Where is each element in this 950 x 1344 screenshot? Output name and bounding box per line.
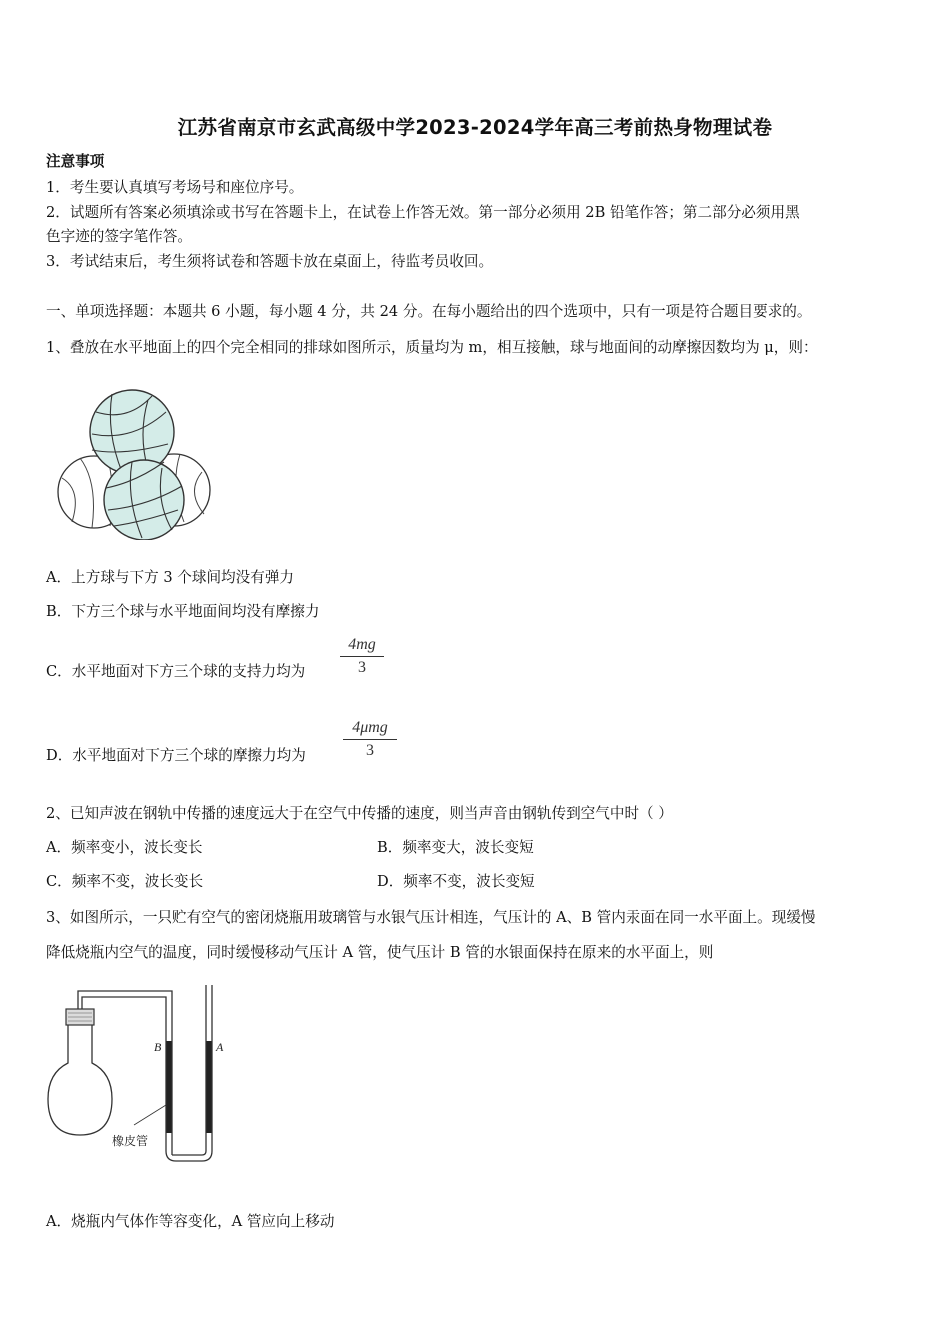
q2-option-c: C．频率不变，波长变长	[46, 873, 204, 890]
label-rubber-tube: 橡皮管	[112, 1134, 149, 1148]
q1-option-c: C．水平地面对下方三个球的支持力均为	[46, 663, 306, 680]
notice-item-2: 2．试题所有答案必须填涂或书写在答题卡上，在试卷上作答无效。第一部分必须用 2B 铅笔作答；第二部分必须用黑	[46, 204, 800, 221]
q1-stem: 1、叠放在水平地面上的四个完全相同的排球如图所示，质量均为 m，相互接触，球与地面间的动摩擦因数均为 μ，则：	[46, 339, 818, 356]
q2-option-b: B．频率变大，波长变短	[377, 839, 534, 856]
label-tube-b: B	[154, 1040, 162, 1054]
q2-stem: 2、已知声波在钢轨中传播的速度远大于在空气中传播的速度，则当声音由钢轨传到空气中时（ ）	[46, 805, 673, 822]
section-heading: 一、单项选择题：本题共 6 小题，每小题 4 分，共 24 分。在每小题给出的四个选项中，只有一项是符合题目要求的。	[46, 303, 812, 320]
q1-option-c-denominator: 3	[358, 659, 366, 676]
q1-option-d-denominator: 3	[366, 742, 374, 759]
q1-option-c-fraction	[340, 636, 384, 677]
q1-option-d: D．水平地面对下方三个球的摩擦力均为	[46, 747, 306, 764]
q1-option-c-numerator: 4mg	[348, 636, 376, 653]
page-title: 江苏省南京市玄武高级中学2023-2024学年高三考前热身物理试卷	[177, 116, 773, 139]
q3-stem-cont: 降低烧瓶内空气的温度，同时缓慢移动气压计 A 管，使气压计 B 管的水银面保持在原来的水平面上，则	[46, 944, 714, 961]
q2-option-d: D．频率不变，波长变短	[377, 873, 535, 890]
notice-heading: 注意事项	[46, 153, 105, 170]
q3-stem: 3、如图所示，一只贮有空气的密闭烧瓶用玻璃管与水银气压计相连，气压计的 A、B 管内汞面在同一水平面上。现缓慢	[46, 909, 816, 926]
mercury-a	[207, 1041, 212, 1133]
notice-item-2-cont: 色字迹的签字笔作答。	[46, 228, 192, 245]
q1-option-b: B．下方三个球与水平地面间均没有摩擦力	[46, 603, 320, 620]
mercury-b	[167, 1041, 172, 1133]
notice-item-1: 1．考生要认真填写考场号和座位序号。	[46, 179, 304, 196]
q2-option-a: A．频率变小，波长变长	[46, 839, 203, 856]
flask-manometer-figure	[44, 975, 244, 1167]
q1-option-d-numerator: 4μmg	[352, 719, 388, 736]
ball-front	[104, 460, 184, 540]
volleyball-stack-figure	[52, 382, 214, 540]
label-tube-a: A	[216, 1040, 224, 1054]
q3-option-a: A．烧瓶内气体作等容变化，A 管应向上移动	[46, 1213, 335, 1230]
q1-option-d-fraction	[343, 719, 397, 760]
notice-item-3: 3．考试结束后，考生须将试卷和答题卡放在桌面上，待监考员收回。	[46, 253, 494, 270]
q1-option-a: A．上方球与下方 3 个球间均没有弹力	[46, 569, 295, 586]
